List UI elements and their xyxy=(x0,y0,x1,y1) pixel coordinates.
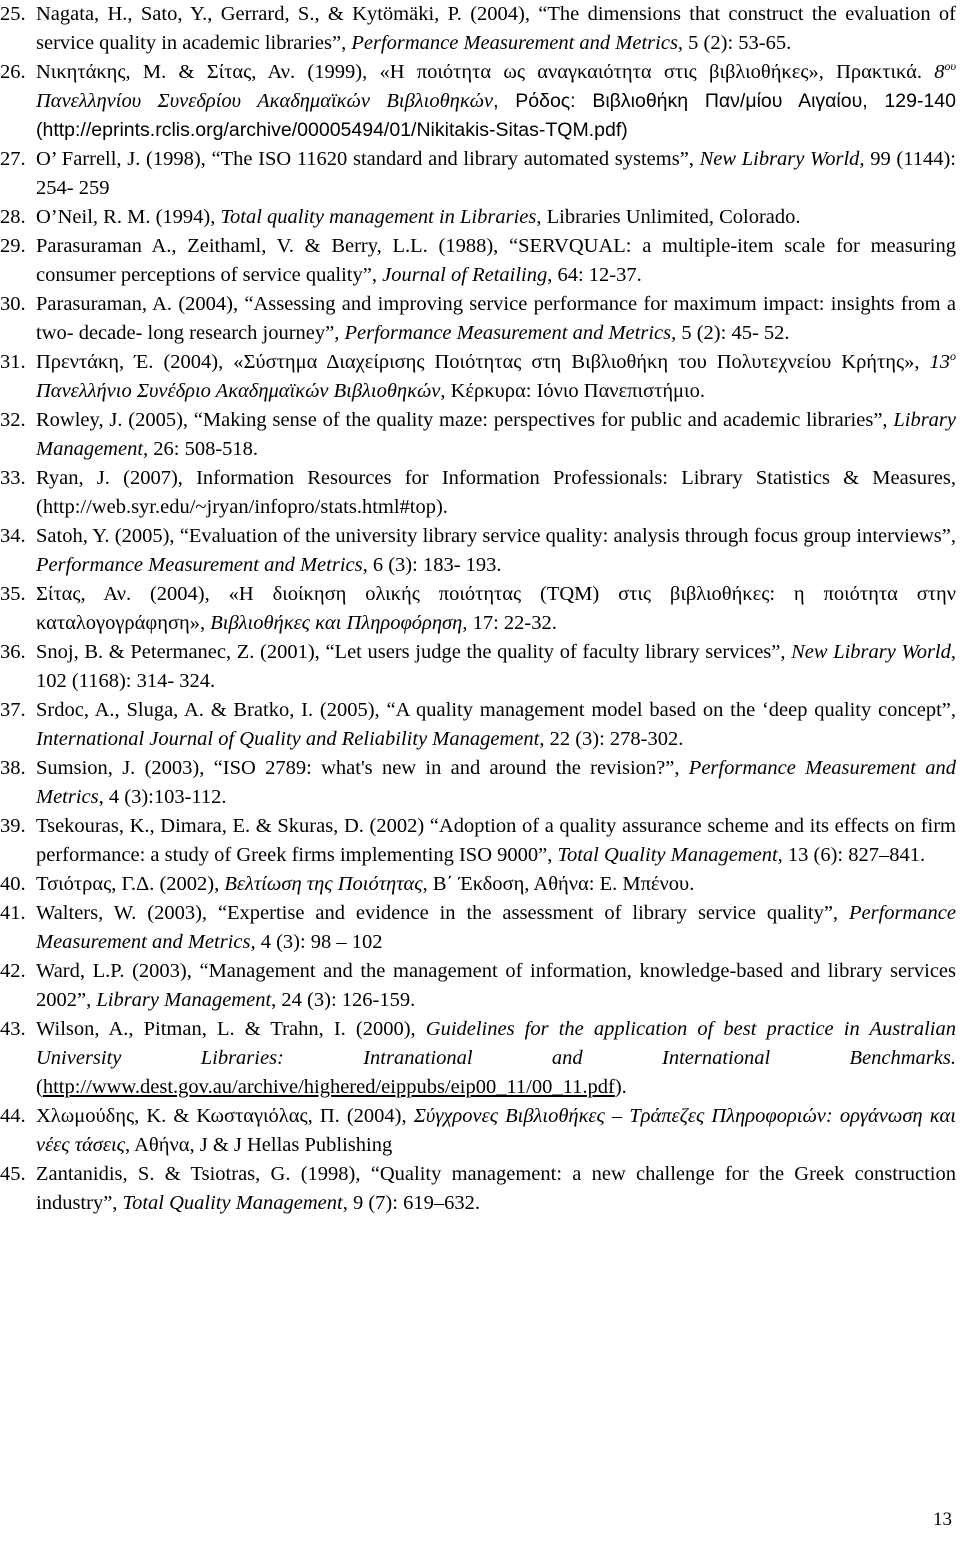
reference-item xyxy=(0,957,956,1015)
reference-item xyxy=(0,348,956,406)
reference-text: , Β΄ Έκδοση, Αθήνα: Ε. Μπένου. xyxy=(422,873,695,895)
reference-text: Parasuraman, A. (2004), “Assessing and improving service performance for maximum impact: insights from a two- decade- long research journey”, xyxy=(36,293,956,344)
reference-number: 26. xyxy=(0,61,26,83)
reference-text: Tsekouras, K., Dimara, E. & Skuras, D. (2002) “Adoption of a quality assurance scheme and its effects on firm performance: a study of Greek firms implementing ISO 9000”, xyxy=(36,815,956,866)
reference-item xyxy=(0,0,956,58)
reference-item xyxy=(0,464,956,522)
reference-item xyxy=(0,812,956,870)
reference-number: 35. xyxy=(0,583,26,605)
reference-text: ο xyxy=(950,349,956,364)
reference-item xyxy=(0,870,956,899)
reference-item xyxy=(0,232,956,290)
reference-number: 36. xyxy=(0,641,26,663)
reference-title: Βελτίωση της Ποιότητας xyxy=(224,873,423,895)
reference-text: , 17: 22-32. xyxy=(462,612,557,634)
reference-text: Wilson, A., Pitman, L. & Trahn, I. (2000), xyxy=(36,1018,426,1040)
reference-item xyxy=(0,203,956,232)
reference-item xyxy=(0,1102,956,1160)
reference-number: 41. xyxy=(0,902,26,924)
reference-title: Total quality management in Libraries xyxy=(220,206,537,228)
reference-number: 28. xyxy=(0,206,26,228)
reference-number: 30. xyxy=(0,293,26,315)
reference-text: 26: 508-518. xyxy=(148,438,259,460)
reference-text: Sumsion, J. (2003), “ISO 2789: what's new in and around the revision?”, xyxy=(36,757,689,779)
reference-item xyxy=(0,754,956,812)
reference-text: , 4 (3):103-112. xyxy=(98,786,227,808)
reference-number: 39. xyxy=(0,815,26,837)
reference-text: , 9 (7): 619–632. xyxy=(342,1192,480,1214)
reference-text: Parasuraman A., Zeithaml, V. & Berry, L.L. (1988), “SERVQUAL: a multiple-item scale for measuring consumer perceptions of service quality”, xyxy=(36,235,956,286)
reference-title: Performance Measurement and Metrics, xyxy=(344,322,677,344)
reference-text: , 22 (3): 278-302. xyxy=(539,728,684,750)
reference-text: Νικητάκης, Μ. & Σίτας, Αν. (1999), «Η ποιότητα ως αναγκαιότητα στις βιβλιοθήκες», Πρακτικά. xyxy=(36,61,935,83)
reference-title: Library Management, xyxy=(36,409,956,460)
reference-text: ου xyxy=(944,59,956,74)
reference-item xyxy=(0,1015,956,1102)
reference-number: 34. xyxy=(0,525,26,547)
reference-item xyxy=(0,580,956,638)
reference-text: 4 (3): 98 – 102 xyxy=(255,931,383,953)
reference-item xyxy=(0,406,956,464)
reference-number: 43. xyxy=(0,1018,26,1040)
reference-text: Σίτας, Αν. (2004), «Η διοίκηση ολικής ποιότητας (TQM) στις βιβλιοθήκες: η ποιότητα στην καταλογογράφηση», xyxy=(36,583,956,634)
reference-number: 38. xyxy=(0,757,26,779)
reference-number: 29. xyxy=(0,235,26,257)
reference-title: 8 xyxy=(934,61,945,83)
reference-text: , 64: 12-37. xyxy=(547,264,642,286)
reference-number: 32. xyxy=(0,409,26,431)
reference-title: Πανελλήνιο Συνέδριο Ακαδημαϊκών Βιβλιοθηκών xyxy=(36,380,441,402)
reference-text: 5 (2): 45- 52. xyxy=(676,322,790,344)
reference-text: 5 (2): 53-65. xyxy=(683,32,792,54)
reference-title: Performance Measurement and Metrics, xyxy=(36,902,956,953)
reference-text: Πρεντάκη, Έ. (2004), «Σύστημα Διαχείρισης Ποιότητας στη Βιβλιοθήκη του Πολυτεχνείου Κρήτης», xyxy=(36,351,930,373)
reference-text: Zantanidis, S. & Tsiotras, G. (1998), “Quality management: a new challenge for the Greek construction industry”, xyxy=(36,1163,956,1214)
reference-text: ( xyxy=(36,1076,43,1098)
reference-text: Ryan, J. (2007), Information Resources for Information Professionals: Library Statistics & Measures, (http://web.syr.edu/~jryan/infopro/stats.html#top). xyxy=(36,467,956,518)
reference-title: Σύγχρονες Βιβλιοθήκες – Τράπεζες Πληροφοριών: οργάνωση και νέες τάσεις xyxy=(36,1105,956,1156)
reference-text: Snoj, B. & Petermanec, Z. (2001), “Let users judge the quality of faculty library services”, xyxy=(36,641,792,663)
reference-number: 33. xyxy=(0,467,26,489)
reference-link[interactable]: http://www.dest.gov.au/archive/highered/eippubs/eip00_11/00_11.pdf xyxy=(42,1076,615,1098)
reference-text: O’Neil, R. M. (1994), xyxy=(36,206,221,228)
reference-title: Βιβλιοθήκες και Πληροφόρηση xyxy=(210,612,463,634)
reference-title: Library Management xyxy=(96,989,272,1011)
reference-text: , 24 (3): 126-159. xyxy=(271,989,416,1011)
reference-text: , Ρόδος: Βιβλιοθήκη Παν/μίου Αιγαίου, 129-140 (http://eprints.rclis.org/archive/00005494/01/Nikitakis-Sitas-TQM.pdf) xyxy=(36,90,956,141)
reference-number: 44. xyxy=(0,1105,26,1127)
reference-title: Performance Measurement and Metrics, xyxy=(36,554,368,576)
page-number: 13 xyxy=(933,1509,952,1530)
reference-number: 37. xyxy=(0,699,26,721)
reference-title: Guidelines for the application of best practice in Australian University Libraries: Intranational and International Benchmarks. xyxy=(36,1018,956,1069)
reference-text: 13 (6): 827–841. xyxy=(782,844,926,866)
reference-title: Total Quality Management xyxy=(122,1192,343,1214)
reference-text: Walters, W. (2003), “Expertise and evidence in the assessment of library service quality”, xyxy=(36,902,849,924)
reference-item xyxy=(0,696,956,754)
reference-title: Πανελληνίου Συνεδρίου Ακαδημαϊκών Βιβλιοθηκών xyxy=(36,90,494,112)
reference-number: 25. xyxy=(0,3,26,25)
reference-item xyxy=(0,1160,956,1218)
reference-number: 40. xyxy=(0,873,26,895)
reference-text: Ward, L.P. (2003), “Management and the management of information, knowledge-based and library services 2002”, xyxy=(36,960,956,1011)
reference-item xyxy=(0,522,956,580)
reference-item xyxy=(0,638,956,696)
reference-title: New Library World, xyxy=(699,148,865,170)
reference-item xyxy=(0,290,956,348)
reference-text: Rowley, J. (2005), “Making sense of the quality maze: perspectives for public and academic libraries”, xyxy=(36,409,894,431)
reference-title: 13 xyxy=(929,351,950,373)
reference-text: 6 (3): 183- 193. xyxy=(367,554,502,576)
reference-text: , Κέρκυρα: Ιόνιο Πανεπιστήμιο. xyxy=(440,380,705,402)
reference-text: Satoh, Y. (2005), “Evaluation of the university library service quality: analysis through focus group interviews”, xyxy=(36,525,956,547)
reference-item xyxy=(0,58,956,145)
reference-text: , Αθήνα, J & J Hellas Publishing xyxy=(125,1134,393,1156)
reference-number: 31. xyxy=(0,351,26,373)
reference-title: Total Quality Management, xyxy=(557,844,783,866)
reference-item xyxy=(0,899,956,957)
reference-text: Τσιότρας, Γ.Δ. (2002), xyxy=(36,873,225,895)
reference-item xyxy=(0,145,956,203)
reference-number: 27. xyxy=(0,148,26,170)
reference-text: Srdoc, A., Sluga, A. & Bratko, I. (2005), “A quality management model based on the ‘deep quality concept”, xyxy=(36,699,956,721)
reference-text: , Libraries Unlimited, Colorado. xyxy=(536,206,801,228)
reference-text: O’ Farrell, J. (1998), “The ISO 11620 standard and library automated systems”, xyxy=(36,148,700,170)
reference-text: Χλωμούδης, Κ. & Κωσταγιόλας, Π. (2004), xyxy=(36,1105,414,1127)
reference-text: Nagata, H., Sato, Y., Gerrard, S., & Kytömäki, P. (2004), “The dimensions that construct the evaluation of service quality in academic libraries”, xyxy=(36,3,956,54)
reference-title: International Journal of Quality and Reliability Management xyxy=(36,728,540,750)
reference-text: 99 (1144): 254- 259 xyxy=(36,148,956,199)
reference-title: Performance Measurement and Metrics xyxy=(36,757,956,808)
reference-text: , 102 (1168): 314- 324. xyxy=(36,641,956,692)
reference-title: Journal of Retailing xyxy=(382,264,548,286)
reference-title: New Library World xyxy=(791,641,951,663)
reference-number: 42. xyxy=(0,960,26,982)
reference-title: Performance Measurement and Metrics, xyxy=(351,32,684,54)
reference-text: ). xyxy=(614,1076,627,1098)
reference-number: 45. xyxy=(0,1163,26,1185)
